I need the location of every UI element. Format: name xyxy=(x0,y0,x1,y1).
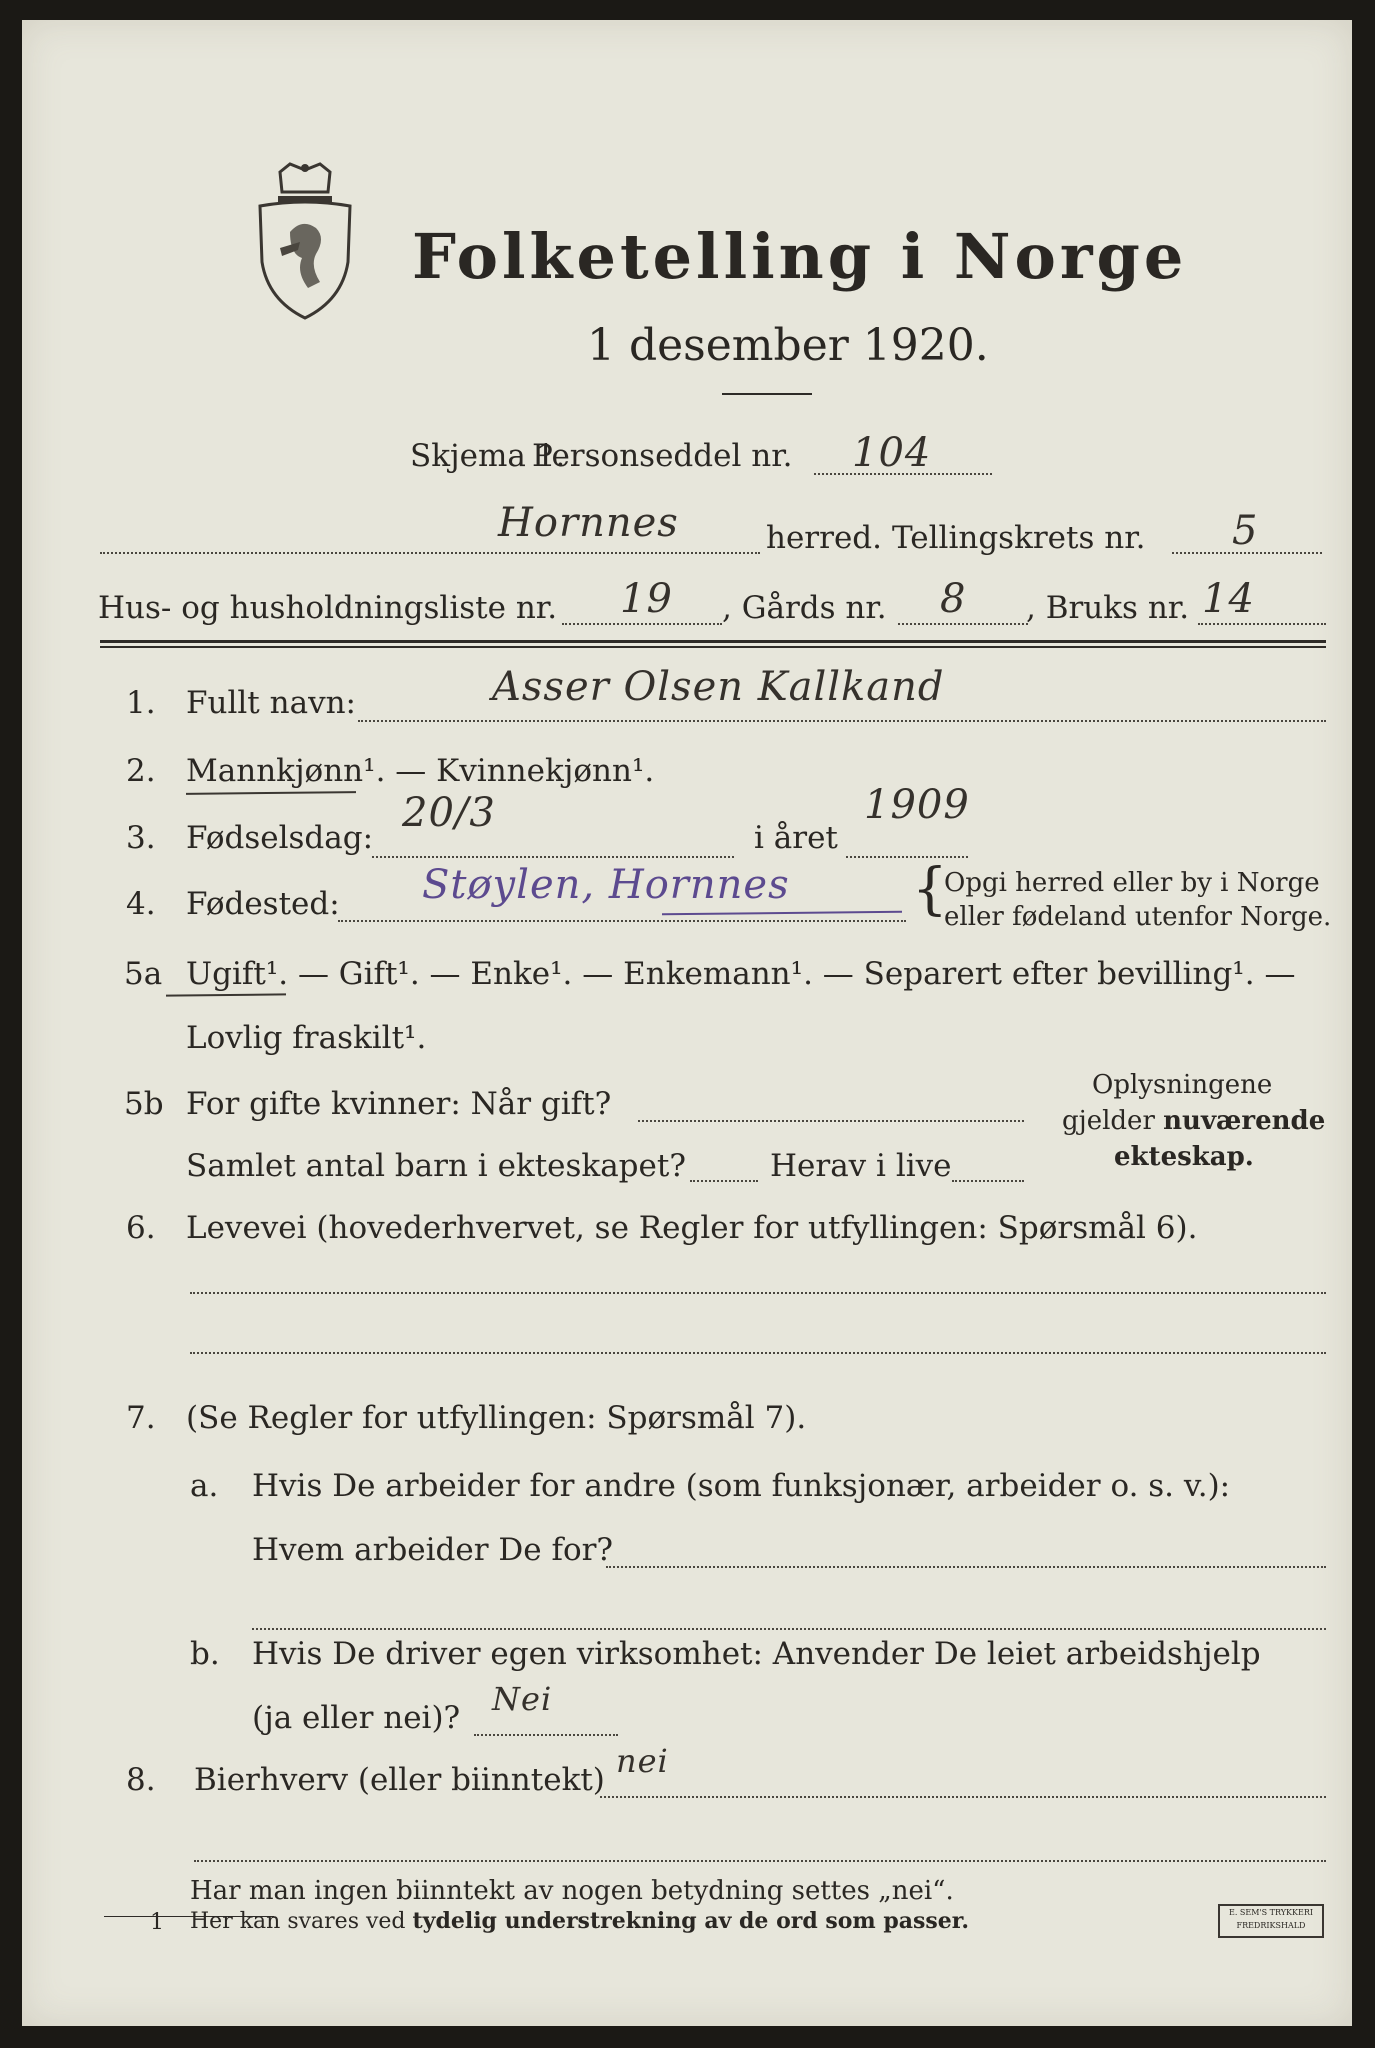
q4-number: 4. xyxy=(126,886,156,922)
q5b-number: 5b xyxy=(124,1086,164,1122)
q8-value: nei xyxy=(616,1742,669,1780)
q1-value: Asser Olsen Kallkand xyxy=(492,664,945,710)
q6-number: 6. xyxy=(126,1210,156,1246)
q3-number: 3. xyxy=(126,820,156,856)
q7b-line1: Hvis De driver egen virksomhet: Anvender De leiet arbeidshjelp xyxy=(252,1636,1261,1672)
q8-number: 8. xyxy=(126,1762,156,1798)
q5b-nar-gift-line xyxy=(638,1120,1024,1122)
q5b-note2: gjelder nuværende xyxy=(1062,1106,1326,1136)
q5a-line2: Lovlig fraskilt¹. xyxy=(186,1020,427,1056)
gards-line xyxy=(898,623,1028,625)
tellingskrets-value: 5 xyxy=(1232,508,1259,554)
gards-value: 8 xyxy=(940,576,967,622)
title-divider xyxy=(722,393,812,395)
q6-line1 xyxy=(190,1292,1326,1294)
q4-bracket: { xyxy=(912,857,948,922)
q4-note-line1: Opgi herred eller by i Norge xyxy=(944,868,1320,898)
q3-year-value: 1909 xyxy=(864,782,970,828)
q5a-line1: Ugift¹. — Gift¹. — Enke¹. — Enkemann¹. — Separert efter bevilling¹. — xyxy=(186,956,1296,992)
q4-note-line2: eller fødeland utenfor Norge. xyxy=(944,902,1332,932)
q2-label: Mannkjønn¹. — Kvinnekjønn¹. xyxy=(186,753,655,789)
q4-value: Støylen, Hornnes xyxy=(422,862,790,908)
q4-value-underline xyxy=(662,911,902,916)
q1-number: 1. xyxy=(126,685,156,721)
q6-line2 xyxy=(190,1352,1326,1354)
q5a-number: 5a xyxy=(124,956,163,992)
hus-line xyxy=(562,623,722,625)
census-form-paper xyxy=(22,20,1352,2026)
herred-label: herred. xyxy=(766,520,882,556)
schema-label: Skjema 1. xyxy=(410,438,566,474)
footer-note: Har man ingen biinntekt av nogen betydning settes „nei“. xyxy=(190,1876,954,1906)
q7a-line2: Hvem arbeider De for? xyxy=(252,1532,614,1568)
q8-line2 xyxy=(194,1860,1326,1862)
footnote-text: Her kan svares ved tydelig understrekning av de ord som passer. xyxy=(190,1908,970,1934)
bruks-label: , Bruks nr. xyxy=(1026,590,1190,626)
q1-label: Fullt navn: xyxy=(186,685,356,721)
q6-label: Levevei (hovederhvervet, se Regler for utfyllingen: Spørsmål 6). xyxy=(186,1210,1198,1246)
q7-label: (Se Regler for utfyllingen: Spørsmål 7). xyxy=(186,1400,807,1436)
q8-label: Bierhverv (eller biinntekt) xyxy=(194,1762,605,1798)
q3-label: Fødselsdag: xyxy=(186,820,374,856)
q7b-line2: (ja eller nei)? xyxy=(252,1700,461,1736)
q1-line xyxy=(358,720,1326,722)
q5b-line2-alive: Herav i live xyxy=(770,1148,952,1184)
personseddel-value: 104 xyxy=(852,430,932,476)
tellingskrets-label: Tellingskrets nr. xyxy=(892,520,1146,556)
coat-of-arms-icon xyxy=(250,162,360,322)
q5b-children-line xyxy=(690,1180,758,1182)
printer-stamp: E. SEM'S TRYKKERI FREDRIKSHALD xyxy=(1218,1904,1324,1938)
q3-day-value: 20/3 xyxy=(402,790,496,836)
header-divider xyxy=(100,640,1326,643)
q7a-letter: a. xyxy=(190,1468,219,1504)
q3-year-label: i året xyxy=(754,820,838,856)
q3-year-line xyxy=(846,856,968,858)
footnote-number: 1 xyxy=(150,1910,164,1935)
form-title: Folketelling i Norge xyxy=(412,220,1188,293)
q4-line xyxy=(338,920,906,922)
personseddel-label: Personseddel nr. xyxy=(532,438,793,474)
q8-line xyxy=(600,1796,1326,1798)
hus-label: Hus- og husholdningsliste nr. xyxy=(98,590,558,626)
q7b-value: Nei xyxy=(492,1680,553,1718)
bruks-value: 14 xyxy=(1202,576,1255,622)
q7a-line1: Hvis De arbeider for andre (som funksjonær, arbeider o. s. v.): xyxy=(252,1468,1231,1504)
form-date: 1 desember 1920. xyxy=(587,320,989,371)
q7b-letter: b. xyxy=(190,1636,220,1672)
q7-number: 7. xyxy=(126,1400,156,1436)
q2-mannkjonn-underline xyxy=(186,791,356,795)
q4-label: Fødested: xyxy=(186,886,340,922)
q5b-line1: For gifte kvinner: Når gift? xyxy=(186,1086,612,1122)
q5b-note3: ekteskap. xyxy=(1114,1142,1254,1172)
q5b-note1: Oplysningene xyxy=(1092,1070,1273,1100)
q3-day-line xyxy=(372,856,734,858)
bruks-line xyxy=(1198,623,1326,625)
q5b-line2-children: Samlet antal barn i ekteskapet? xyxy=(186,1148,686,1184)
q2-number: 2. xyxy=(126,753,156,789)
header-divider-thin xyxy=(100,646,1326,648)
q7a-employer-line2 xyxy=(252,1628,1326,1630)
herred-line xyxy=(100,552,760,554)
herred-value: Hornnes xyxy=(498,500,679,546)
q5a-ugift-underline xyxy=(166,993,286,996)
q5b-alive-line xyxy=(952,1180,1024,1182)
hus-value: 19 xyxy=(620,576,673,622)
gards-label: , Gårds nr. xyxy=(722,590,887,626)
q7b-line xyxy=(474,1734,618,1736)
q7a-employer-line xyxy=(606,1566,1326,1568)
